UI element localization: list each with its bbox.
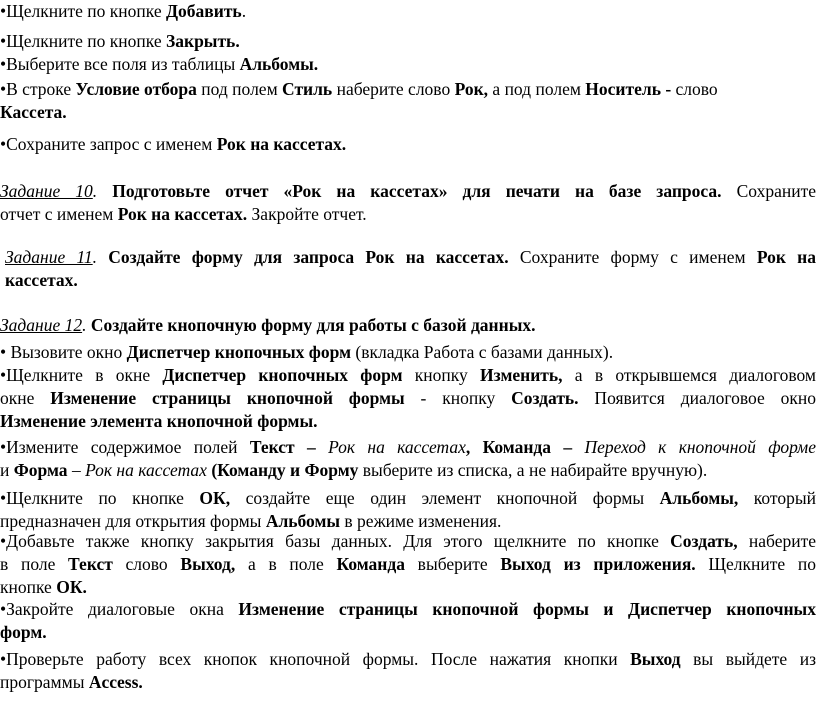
text-segment: •Выберите все поля из таблицы	[0, 54, 240, 74]
text-segment: ОК,	[199, 488, 231, 508]
text-segment: Добавить	[166, 1, 242, 21]
text-segment: •Сохраните запрос с именем	[0, 134, 217, 154]
text-segment: Диспетчер кнопочных форм	[162, 365, 403, 385]
text-segment: выберите	[404, 554, 501, 574]
text-line	[0, 133, 816, 155]
text-line	[0, 576, 816, 598]
text-segment: Подготовьте отчет «Рок на кассетах» для печати на базе запроса.	[97, 181, 722, 201]
text-line	[0, 78, 816, 100]
text-segment: Выход из приложения.	[500, 554, 696, 574]
text-segment: в поле	[0, 554, 69, 574]
text-line	[0, 180, 816, 202]
text-segment: Создайте кнопочную форму для работы с базой данных.	[86, 315, 536, 335]
text-line	[0, 314, 816, 336]
text-segment: •Закройте диалоговые окна	[0, 599, 239, 619]
text-segment: , Команда –	[465, 437, 573, 457]
text-segment: Рок на кассетах	[85, 460, 207, 480]
text-segment: наберите слово	[332, 79, 455, 99]
text-segment: Рок,	[454, 79, 489, 99]
text-segment: - кнопку	[404, 388, 512, 408]
text-segment: Закрыть.	[166, 31, 240, 51]
text-segment: а под полем	[488, 79, 586, 99]
text-segment: Access.	[88, 672, 143, 692]
text-segment: .	[241, 1, 247, 21]
text-segment: предназначен для открытия формы	[0, 511, 266, 531]
text-line	[5, 269, 816, 291]
text-segment: • Вызовите окно	[0, 342, 127, 362]
text-segment: Альбомы	[265, 511, 341, 531]
text-line	[0, 341, 816, 363]
text-segment: кассетах.	[5, 270, 78, 290]
text-segment: Выход	[630, 649, 681, 669]
text-segment: •Щелкните по кнопке	[0, 31, 166, 51]
text-line	[0, 530, 816, 552]
text-segment: .	[92, 181, 98, 201]
text-line	[0, 487, 816, 509]
text-line	[0, 0, 816, 22]
text-line	[0, 459, 816, 481]
text-line	[0, 598, 816, 620]
text-segment: который	[738, 488, 816, 508]
text-segment: •Щелкните по кнопке	[0, 1, 166, 21]
text-segment: программы	[0, 672, 89, 692]
text-line	[0, 553, 816, 575]
text-segment: ОК.	[56, 577, 87, 597]
text-line	[0, 364, 816, 386]
text-segment: слово	[671, 79, 718, 99]
text-line	[0, 436, 816, 458]
text-segment: Изменить,	[480, 365, 563, 385]
text-segment: Задание 12	[0, 315, 83, 335]
text-segment: отчет с именем	[0, 204, 118, 224]
text-segment: Изменение элемента кнопочной формы.	[0, 411, 318, 431]
text-segment: и	[0, 460, 14, 480]
text-line	[0, 648, 816, 670]
text-segment: Альбомы,	[659, 488, 739, 508]
text-segment: Текст	[68, 554, 113, 574]
text-segment: Появится диалоговое окно	[578, 388, 816, 408]
text-line	[0, 387, 816, 409]
text-segment: Текст –	[249, 437, 316, 457]
text-line	[0, 410, 816, 432]
text-line	[0, 671, 816, 693]
text-line	[0, 53, 816, 75]
text-segment: кнопку	[402, 365, 481, 385]
text-segment: слово	[112, 554, 181, 574]
text-segment: Создайте форму для запроса Рок на кассетах.	[97, 247, 509, 267]
text-segment: .	[92, 247, 98, 267]
text-segment: Сохраните	[721, 181, 816, 201]
text-segment: (вкладка Работа с базами данных).	[351, 342, 614, 362]
text-segment: Диспетчер кнопочных форм	[126, 342, 352, 362]
text-segment: Рок на кассетах	[315, 437, 466, 457]
text-segment: Изменение страницы кнопочной формы	[50, 388, 405, 408]
text-segment: в режиме изменения.	[340, 511, 502, 531]
text-segment: Альбомы.	[239, 54, 319, 74]
text-segment: Задание 10	[0, 181, 93, 201]
text-segment: кнопке	[0, 577, 57, 597]
text-segment: Создать.	[511, 388, 579, 408]
text-segment: •Добавьте также кнопку закрытия базы данных. Для этого щелкните по кнопке	[0, 531, 671, 551]
text-segment: Изменение страницы кнопочной формы и Диспетчер кнопочных	[238, 599, 816, 619]
text-segment: вы выйдете из	[680, 649, 816, 669]
text-line	[0, 621, 816, 643]
text-segment: Задание 11	[5, 247, 93, 267]
text-segment: Стиль	[282, 79, 333, 99]
text-segment: Рок на	[756, 247, 816, 267]
text-segment: Переход к кнопочной форме	[572, 437, 816, 457]
text-segment: •Щелкните в окне	[0, 365, 163, 385]
text-segment: Щелкните по	[695, 554, 816, 574]
text-segment: а в поле	[235, 554, 337, 574]
text-segment: •Щелкните по кнопке	[0, 488, 200, 508]
text-segment: –	[67, 460, 86, 480]
text-segment: (Команду и Форму	[206, 460, 359, 480]
text-segment: под полем	[196, 79, 283, 99]
text-line	[0, 203, 816, 225]
text-segment: Рок на кассетах.	[216, 134, 347, 154]
text-segment: •Проверьте работу всех кнопок кнопочной формы. После нажатия кнопки	[0, 649, 631, 669]
text-segment: окне	[0, 388, 51, 408]
text-segment: Сохраните форму с именем	[508, 247, 757, 267]
text-segment: Кассета.	[0, 102, 67, 122]
text-segment: Команда	[336, 554, 405, 574]
text-segment: .	[82, 315, 87, 335]
text-line	[5, 246, 816, 268]
text-segment: создайте еще один элемент кнопочной формы	[230, 488, 660, 508]
text-segment: •В строке	[0, 79, 76, 99]
text-segment: Условие отбора	[75, 79, 197, 99]
text-segment: форм.	[0, 622, 47, 642]
text-segment: а в открывшемся диалоговом	[562, 365, 816, 385]
text-line	[0, 30, 816, 52]
text-segment: Создать,	[670, 531, 738, 551]
text-line	[0, 510, 816, 532]
text-segment: Выход,	[180, 554, 236, 574]
text-segment: Форма	[13, 460, 68, 480]
text-segment: наберите	[737, 531, 816, 551]
text-segment: Закройте отчет.	[247, 204, 367, 224]
text-segment: выберите из списка, а не набирайте вручную).	[358, 460, 708, 480]
text-segment: •Измените содержимое полей	[0, 437, 250, 457]
text-segment: Носитель -	[585, 79, 672, 99]
text-line	[0, 101, 816, 123]
text-segment: Рок на кассетах.	[117, 204, 248, 224]
